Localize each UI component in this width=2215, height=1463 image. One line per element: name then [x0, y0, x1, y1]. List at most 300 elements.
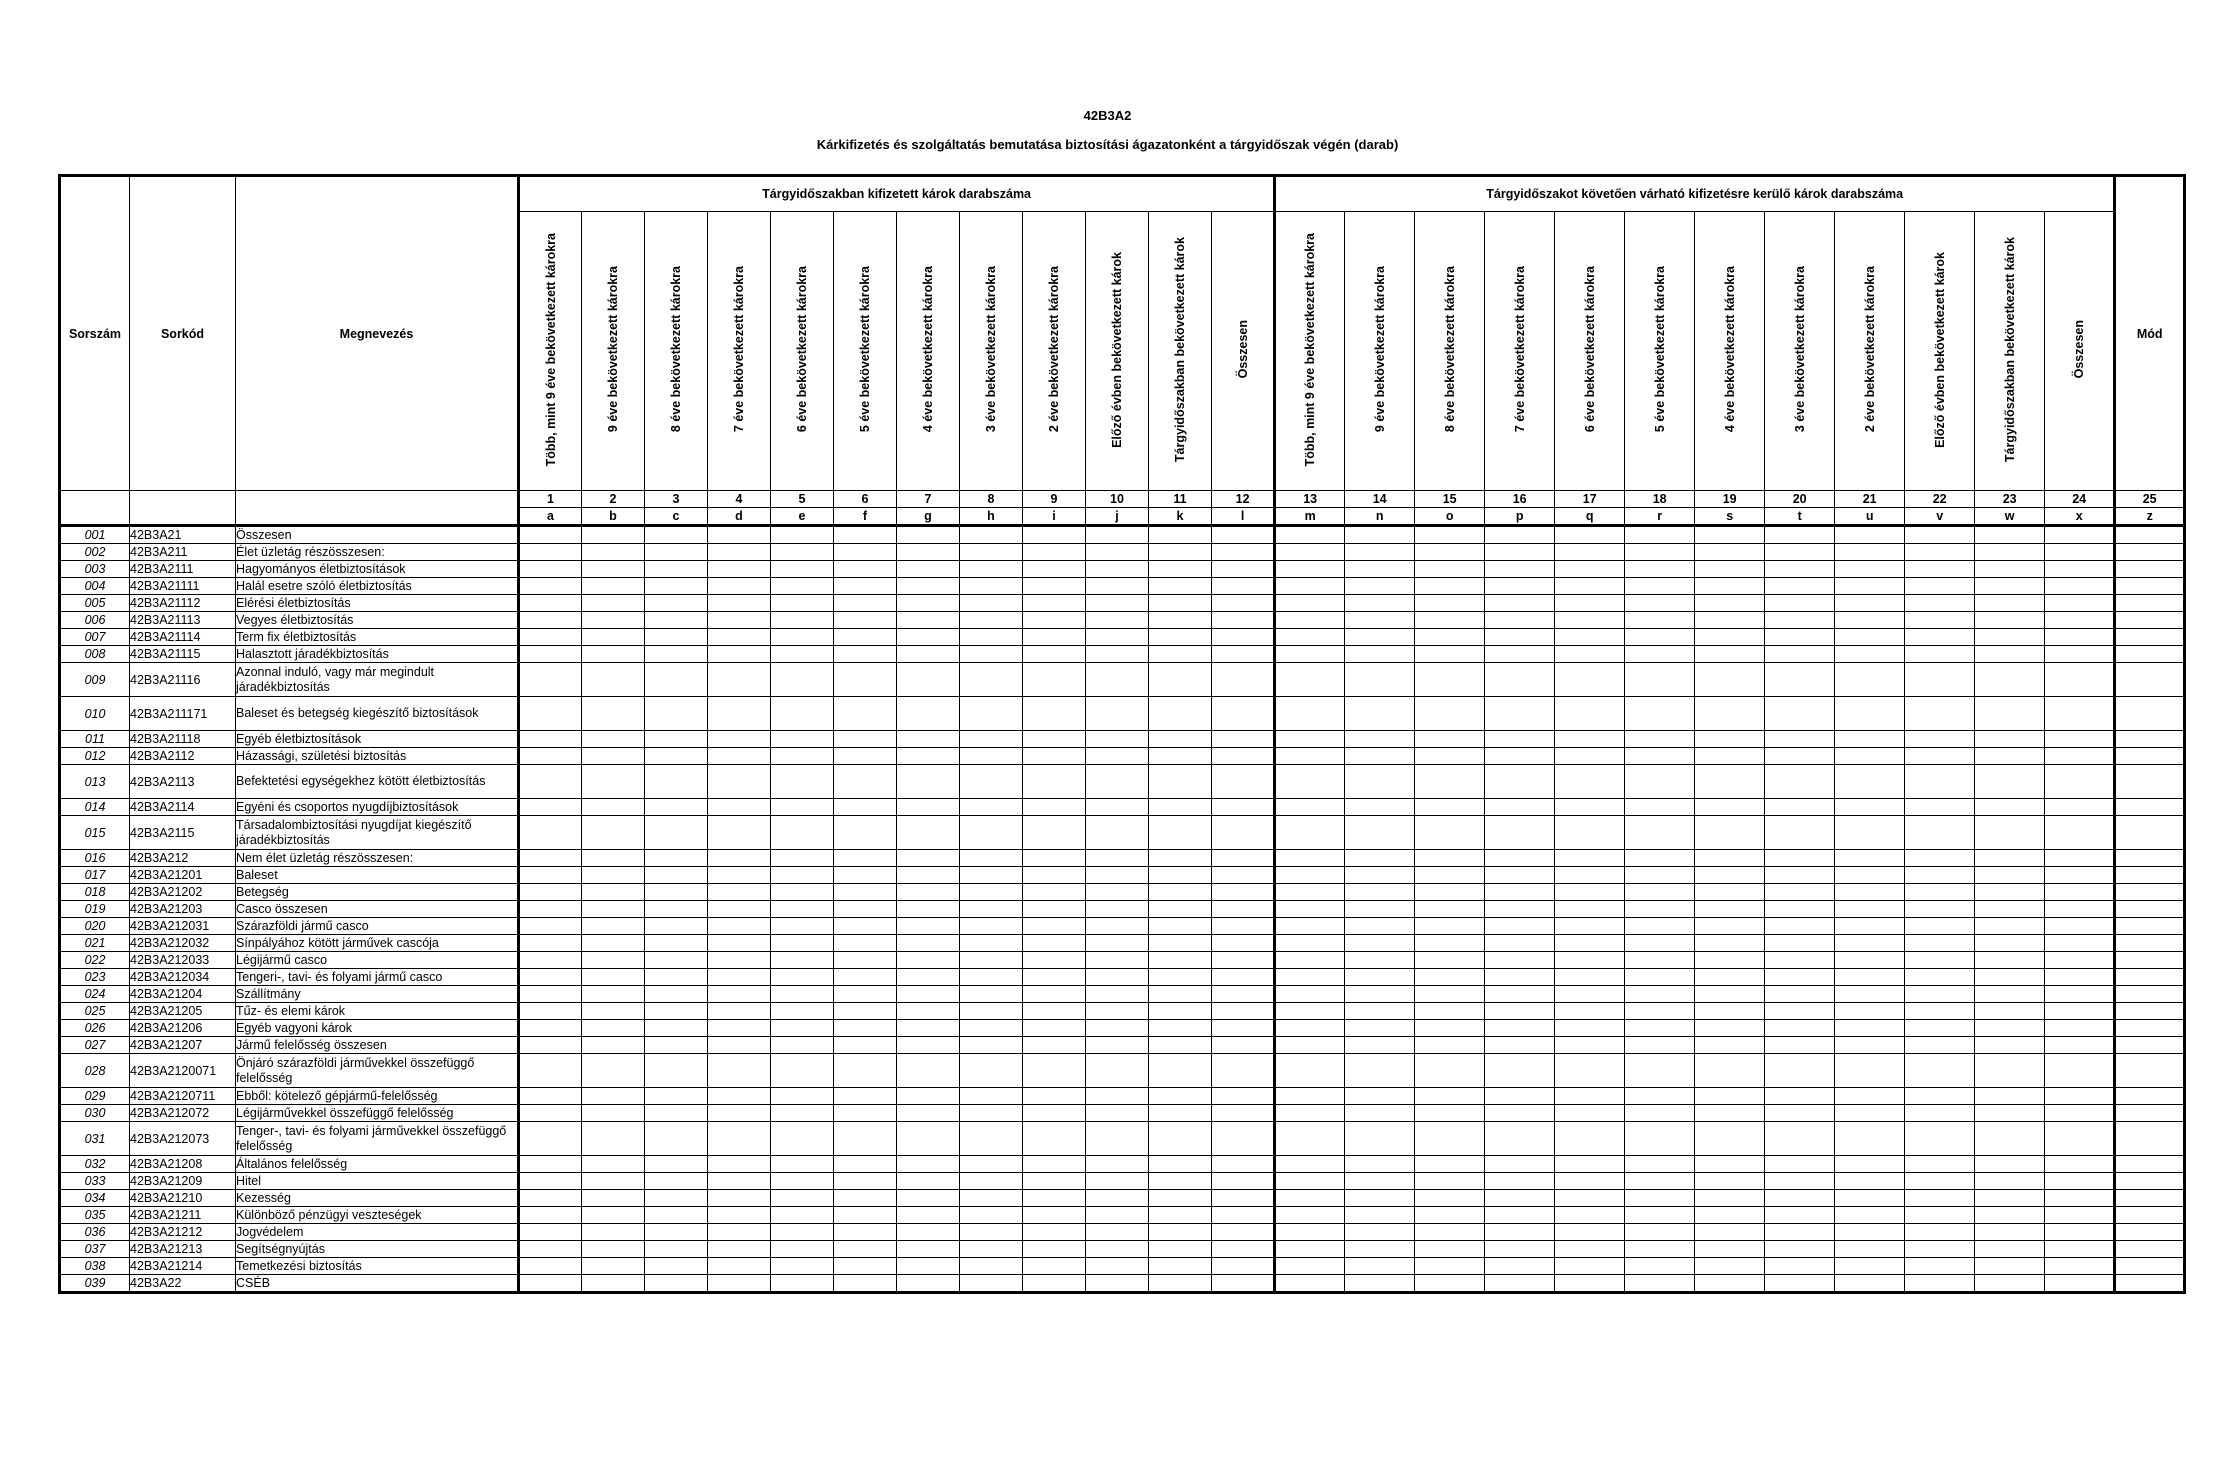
data-cell[interactable] [960, 595, 1023, 612]
data-cell[interactable] [1695, 799, 1765, 816]
data-cell[interactable] [1485, 1003, 1555, 1020]
data-cell[interactable] [1625, 646, 1695, 663]
data-cell[interactable] [1275, 663, 1345, 697]
data-cell[interactable] [1695, 867, 1765, 884]
data-cell[interactable] [1345, 1275, 1415, 1293]
data-cell[interactable] [1625, 986, 1695, 1003]
data-cell[interactable] [1023, 1156, 1086, 1173]
data-cell[interactable] [2115, 969, 2185, 986]
data-cell[interactable] [1275, 1241, 1345, 1258]
data-cell[interactable] [1625, 1173, 1695, 1190]
data-cell[interactable] [834, 1156, 897, 1173]
data-cell[interactable] [834, 646, 897, 663]
data-cell[interactable] [645, 1207, 708, 1224]
data-cell[interactable] [708, 1258, 771, 1275]
data-cell[interactable] [1212, 1275, 1275, 1293]
data-cell[interactable] [1835, 697, 1905, 731]
data-cell[interactable] [2115, 629, 2185, 646]
data-cell[interactable] [1212, 1207, 1275, 1224]
data-cell[interactable] [582, 578, 645, 595]
data-cell[interactable] [771, 663, 834, 697]
data-cell[interactable] [771, 918, 834, 935]
data-cell[interactable] [1765, 544, 1835, 561]
data-cell[interactable] [1212, 986, 1275, 1003]
data-cell[interactable] [1905, 850, 1975, 867]
data-cell[interactable] [1485, 1173, 1555, 1190]
data-cell[interactable] [519, 867, 582, 884]
data-cell[interactable] [1975, 1054, 2045, 1088]
data-cell[interactable] [1905, 1224, 1975, 1241]
data-cell[interactable] [1625, 1088, 1695, 1105]
data-cell[interactable] [519, 544, 582, 561]
data-cell[interactable] [2115, 1156, 2185, 1173]
data-cell[interactable] [582, 1275, 645, 1293]
data-cell[interactable] [897, 1224, 960, 1241]
data-cell[interactable] [1086, 1258, 1149, 1275]
data-cell[interactable] [897, 526, 960, 544]
data-cell[interactable] [960, 1241, 1023, 1258]
data-cell[interactable] [1835, 1207, 1905, 1224]
data-cell[interactable] [1835, 1190, 1905, 1207]
data-cell[interactable] [1905, 918, 1975, 935]
data-cell[interactable] [1975, 1173, 2045, 1190]
data-cell[interactable] [1695, 697, 1765, 731]
data-cell[interactable] [708, 1037, 771, 1054]
data-cell[interactable] [1345, 1003, 1415, 1020]
data-cell[interactable] [960, 1037, 1023, 1054]
data-cell[interactable] [1023, 697, 1086, 731]
data-cell[interactable] [1975, 1105, 2045, 1122]
data-cell[interactable] [2045, 1258, 2115, 1275]
data-cell[interactable] [582, 748, 645, 765]
data-cell[interactable] [1765, 1088, 1835, 1105]
data-cell[interactable] [645, 526, 708, 544]
data-cell[interactable] [1212, 1003, 1275, 1020]
data-cell[interactable] [1149, 952, 1212, 969]
data-cell[interactable] [1765, 629, 1835, 646]
data-cell[interactable] [1086, 1207, 1149, 1224]
data-cell[interactable] [1149, 816, 1212, 850]
data-cell[interactable] [960, 1224, 1023, 1241]
data-cell[interactable] [1905, 1241, 1975, 1258]
data-cell[interactable] [1905, 867, 1975, 884]
data-cell[interactable] [1625, 1105, 1695, 1122]
data-cell[interactable] [1555, 850, 1625, 867]
data-cell[interactable] [1149, 578, 1212, 595]
data-cell[interactable] [1275, 1156, 1345, 1173]
data-cell[interactable] [519, 595, 582, 612]
data-cell[interactable] [1149, 1020, 1212, 1037]
data-cell[interactable] [834, 697, 897, 731]
data-cell[interactable] [1555, 918, 1625, 935]
data-cell[interactable] [1345, 544, 1415, 561]
data-cell[interactable] [1086, 646, 1149, 663]
data-cell[interactable] [1415, 1224, 1485, 1241]
data-cell[interactable] [582, 765, 645, 799]
data-cell[interactable] [1835, 561, 1905, 578]
data-cell[interactable] [519, 561, 582, 578]
data-cell[interactable] [1086, 969, 1149, 986]
data-cell[interactable] [645, 1275, 708, 1293]
data-cell[interactable] [1625, 884, 1695, 901]
data-cell[interactable] [1415, 986, 1485, 1003]
data-cell[interactable] [1765, 1054, 1835, 1088]
data-cell[interactable] [1975, 884, 2045, 901]
data-cell[interactable] [1975, 765, 2045, 799]
data-cell[interactable] [1905, 612, 1975, 629]
data-cell[interactable] [1086, 595, 1149, 612]
data-cell[interactable] [1086, 918, 1149, 935]
data-cell[interactable] [1555, 612, 1625, 629]
data-cell[interactable] [1975, 952, 2045, 969]
data-cell[interactable] [1625, 816, 1695, 850]
data-cell[interactable] [1695, 1156, 1765, 1173]
data-cell[interactable] [1485, 1190, 1555, 1207]
data-cell[interactable] [1275, 612, 1345, 629]
data-cell[interactable] [897, 1190, 960, 1207]
data-cell[interactable] [1625, 1258, 1695, 1275]
data-cell[interactable] [1975, 1003, 2045, 1020]
data-cell[interactable] [1975, 1037, 2045, 1054]
data-cell[interactable] [1695, 1207, 1765, 1224]
data-cell[interactable] [2045, 629, 2115, 646]
data-cell[interactable] [519, 697, 582, 731]
data-cell[interactable] [1765, 884, 1835, 901]
data-cell[interactable] [1765, 1173, 1835, 1190]
data-cell[interactable] [834, 816, 897, 850]
data-cell[interactable] [519, 1122, 582, 1156]
data-cell[interactable] [1275, 629, 1345, 646]
data-cell[interactable] [645, 969, 708, 986]
data-cell[interactable] [1023, 1224, 1086, 1241]
data-cell[interactable] [1415, 1054, 1485, 1088]
data-cell[interactable] [1485, 646, 1555, 663]
data-cell[interactable] [1975, 986, 2045, 1003]
data-cell[interactable] [897, 731, 960, 748]
data-cell[interactable] [1975, 663, 2045, 697]
data-cell[interactable] [1023, 1105, 1086, 1122]
data-cell[interactable] [1555, 1105, 1625, 1122]
data-cell[interactable] [1023, 578, 1086, 595]
data-cell[interactable] [1212, 935, 1275, 952]
data-cell[interactable] [897, 1275, 960, 1293]
data-cell[interactable] [1625, 612, 1695, 629]
data-cell[interactable] [1765, 1224, 1835, 1241]
data-cell[interactable] [708, 697, 771, 731]
data-cell[interactable] [834, 1207, 897, 1224]
data-cell[interactable] [2115, 663, 2185, 697]
data-cell[interactable] [1975, 526, 2045, 544]
data-cell[interactable] [708, 1173, 771, 1190]
data-cell[interactable] [519, 1156, 582, 1173]
data-cell[interactable] [1555, 1275, 1625, 1293]
data-cell[interactable] [1149, 1241, 1212, 1258]
data-cell[interactable] [1625, 1020, 1695, 1037]
data-cell[interactable] [960, 629, 1023, 646]
data-cell[interactable] [582, 952, 645, 969]
data-cell[interactable] [897, 1241, 960, 1258]
data-cell[interactable] [1765, 731, 1835, 748]
data-cell[interactable] [1765, 1190, 1835, 1207]
data-cell[interactable] [1975, 918, 2045, 935]
data-cell[interactable] [1555, 867, 1625, 884]
data-cell[interactable] [645, 867, 708, 884]
data-cell[interactable] [1695, 1003, 1765, 1020]
data-cell[interactable] [1023, 935, 1086, 952]
data-cell[interactable] [1415, 918, 1485, 935]
data-cell[interactable] [645, 578, 708, 595]
data-cell[interactable] [1905, 731, 1975, 748]
data-cell[interactable] [771, 986, 834, 1003]
data-cell[interactable] [1485, 1054, 1555, 1088]
data-cell[interactable] [897, 850, 960, 867]
data-cell[interactable] [582, 526, 645, 544]
data-cell[interactable] [582, 1173, 645, 1190]
data-cell[interactable] [645, 748, 708, 765]
data-cell[interactable] [1345, 561, 1415, 578]
data-cell[interactable] [771, 1275, 834, 1293]
data-cell[interactable] [897, 884, 960, 901]
data-cell[interactable] [1485, 935, 1555, 952]
data-cell[interactable] [1485, 1275, 1555, 1293]
data-cell[interactable] [1625, 1003, 1695, 1020]
data-cell[interactable] [1345, 1020, 1415, 1037]
data-cell[interactable] [1212, 884, 1275, 901]
data-cell[interactable] [1975, 697, 2045, 731]
data-cell[interactable] [1625, 918, 1695, 935]
data-cell[interactable] [1415, 731, 1485, 748]
data-cell[interactable] [1625, 748, 1695, 765]
data-cell[interactable] [1212, 1173, 1275, 1190]
data-cell[interactable] [519, 1275, 582, 1293]
data-cell[interactable] [1835, 1275, 1905, 1293]
data-cell[interactable] [1275, 1224, 1345, 1241]
data-cell[interactable] [1149, 1003, 1212, 1020]
data-cell[interactable] [834, 612, 897, 629]
data-cell[interactable] [582, 697, 645, 731]
data-cell[interactable] [708, 1054, 771, 1088]
data-cell[interactable] [1555, 799, 1625, 816]
data-cell[interactable] [1345, 1105, 1415, 1122]
data-cell[interactable] [1555, 1054, 1625, 1088]
data-cell[interactable] [1212, 816, 1275, 850]
data-cell[interactable] [1086, 1173, 1149, 1190]
data-cell[interactable] [645, 1258, 708, 1275]
data-cell[interactable] [897, 816, 960, 850]
data-cell[interactable] [1765, 1207, 1835, 1224]
data-cell[interactable] [1555, 952, 1625, 969]
data-cell[interactable] [1905, 1054, 1975, 1088]
data-cell[interactable] [1086, 1224, 1149, 1241]
data-cell[interactable] [2045, 526, 2115, 544]
data-cell[interactable] [708, 969, 771, 986]
data-cell[interactable] [960, 697, 1023, 731]
data-cell[interactable] [1023, 731, 1086, 748]
data-cell[interactable] [1905, 526, 1975, 544]
data-cell[interactable] [771, 1190, 834, 1207]
data-cell[interactable] [1212, 731, 1275, 748]
data-cell[interactable] [1905, 935, 1975, 952]
data-cell[interactable] [1023, 765, 1086, 799]
data-cell[interactable] [1905, 1190, 1975, 1207]
data-cell[interactable] [1485, 578, 1555, 595]
data-cell[interactable] [2045, 595, 2115, 612]
data-cell[interactable] [1275, 1207, 1345, 1224]
data-cell[interactable] [2115, 1105, 2185, 1122]
data-cell[interactable] [1485, 901, 1555, 918]
data-cell[interactable] [2045, 1207, 2115, 1224]
data-cell[interactable] [771, 1054, 834, 1088]
data-cell[interactable] [1905, 561, 1975, 578]
data-cell[interactable] [1023, 986, 1086, 1003]
data-cell[interactable] [834, 1190, 897, 1207]
data-cell[interactable] [1345, 748, 1415, 765]
data-cell[interactable] [582, 884, 645, 901]
data-cell[interactable] [1765, 1105, 1835, 1122]
data-cell[interactable] [2045, 901, 2115, 918]
data-cell[interactable] [645, 901, 708, 918]
data-cell[interactable] [897, 799, 960, 816]
data-cell[interactable] [1212, 646, 1275, 663]
data-cell[interactable] [1835, 1037, 1905, 1054]
data-cell[interactable] [2045, 1054, 2115, 1088]
data-cell[interactable] [1149, 867, 1212, 884]
data-cell[interactable] [1345, 612, 1415, 629]
data-cell[interactable] [1275, 1275, 1345, 1293]
data-cell[interactable] [1555, 595, 1625, 612]
data-cell[interactable] [519, 969, 582, 986]
data-cell[interactable] [897, 1258, 960, 1275]
data-cell[interactable] [1415, 1241, 1485, 1258]
data-cell[interactable] [645, 629, 708, 646]
data-cell[interactable] [1695, 1088, 1765, 1105]
data-cell[interactable] [1555, 1156, 1625, 1173]
data-cell[interactable] [1975, 748, 2045, 765]
data-cell[interactable] [1835, 1054, 1905, 1088]
data-cell[interactable] [1212, 595, 1275, 612]
data-cell[interactable] [897, 952, 960, 969]
data-cell[interactable] [1275, 986, 1345, 1003]
data-cell[interactable] [1086, 1003, 1149, 1020]
data-cell[interactable] [834, 867, 897, 884]
data-cell[interactable] [1695, 629, 1765, 646]
data-cell[interactable] [1415, 595, 1485, 612]
data-cell[interactable] [1485, 526, 1555, 544]
data-cell[interactable] [519, 1190, 582, 1207]
data-cell[interactable] [708, 578, 771, 595]
data-cell[interactable] [1835, 1173, 1905, 1190]
data-cell[interactable] [1086, 1020, 1149, 1037]
data-cell[interactable] [645, 1054, 708, 1088]
data-cell[interactable] [1275, 731, 1345, 748]
data-cell[interactable] [960, 884, 1023, 901]
data-cell[interactable] [1905, 969, 1975, 986]
data-cell[interactable] [708, 867, 771, 884]
data-cell[interactable] [1625, 526, 1695, 544]
data-cell[interactable] [2115, 612, 2185, 629]
data-cell[interactable] [1415, 1105, 1485, 1122]
data-cell[interactable] [1149, 935, 1212, 952]
data-cell[interactable] [834, 850, 897, 867]
data-cell[interactable] [1765, 952, 1835, 969]
data-cell[interactable] [834, 1258, 897, 1275]
data-cell[interactable] [1835, 731, 1905, 748]
data-cell[interactable] [1975, 1275, 2045, 1293]
data-cell[interactable] [1835, 1105, 1905, 1122]
data-cell[interactable] [2045, 1037, 2115, 1054]
data-cell[interactable] [1212, 1122, 1275, 1156]
data-cell[interactable] [1765, 578, 1835, 595]
data-cell[interactable] [1086, 1156, 1149, 1173]
data-cell[interactable] [1149, 1122, 1212, 1156]
data-cell[interactable] [2045, 646, 2115, 663]
data-cell[interactable] [2115, 526, 2185, 544]
data-cell[interactable] [1975, 816, 2045, 850]
data-cell[interactable] [1555, 1207, 1625, 1224]
data-cell[interactable] [1086, 935, 1149, 952]
data-cell[interactable] [1345, 850, 1415, 867]
data-cell[interactable] [1555, 1003, 1625, 1020]
data-cell[interactable] [1765, 1156, 1835, 1173]
data-cell[interactable] [1212, 544, 1275, 561]
data-cell[interactable] [1555, 1224, 1625, 1241]
data-cell[interactable] [1975, 544, 2045, 561]
data-cell[interactable] [1275, 595, 1345, 612]
data-cell[interactable] [771, 850, 834, 867]
data-cell[interactable] [1555, 901, 1625, 918]
data-cell[interactable] [1835, 986, 1905, 1003]
data-cell[interactable] [834, 578, 897, 595]
data-cell[interactable] [834, 1224, 897, 1241]
data-cell[interactable] [1975, 578, 2045, 595]
data-cell[interactable] [1212, 799, 1275, 816]
data-cell[interactable] [582, 731, 645, 748]
data-cell[interactable] [1485, 850, 1555, 867]
data-cell[interactable] [2045, 1105, 2115, 1122]
data-cell[interactable] [1835, 629, 1905, 646]
data-cell[interactable] [708, 595, 771, 612]
data-cell[interactable] [1695, 1224, 1765, 1241]
data-cell[interactable] [1415, 544, 1485, 561]
data-cell[interactable] [960, 1190, 1023, 1207]
data-cell[interactable] [2115, 1275, 2185, 1293]
data-cell[interactable] [1695, 1173, 1765, 1190]
data-cell[interactable] [1485, 1224, 1555, 1241]
data-cell[interactable] [1275, 765, 1345, 799]
data-cell[interactable] [1975, 1190, 2045, 1207]
data-cell[interactable] [1905, 901, 1975, 918]
data-cell[interactable] [1835, 884, 1905, 901]
data-cell[interactable] [1415, 1207, 1485, 1224]
data-cell[interactable] [834, 1088, 897, 1105]
data-cell[interactable] [1345, 901, 1415, 918]
data-cell[interactable] [1765, 1037, 1835, 1054]
data-cell[interactable] [519, 1088, 582, 1105]
data-cell[interactable] [1023, 901, 1086, 918]
data-cell[interactable] [1765, 867, 1835, 884]
data-cell[interactable] [771, 526, 834, 544]
data-cell[interactable] [645, 986, 708, 1003]
data-cell[interactable] [1555, 1088, 1625, 1105]
data-cell[interactable] [645, 1037, 708, 1054]
data-cell[interactable] [2045, 799, 2115, 816]
data-cell[interactable] [1835, 1258, 1905, 1275]
data-cell[interactable] [2045, 1122, 2115, 1156]
data-cell[interactable] [1625, 1224, 1695, 1241]
data-cell[interactable] [1625, 731, 1695, 748]
data-cell[interactable] [1555, 578, 1625, 595]
data-cell[interactable] [1975, 1122, 2045, 1156]
